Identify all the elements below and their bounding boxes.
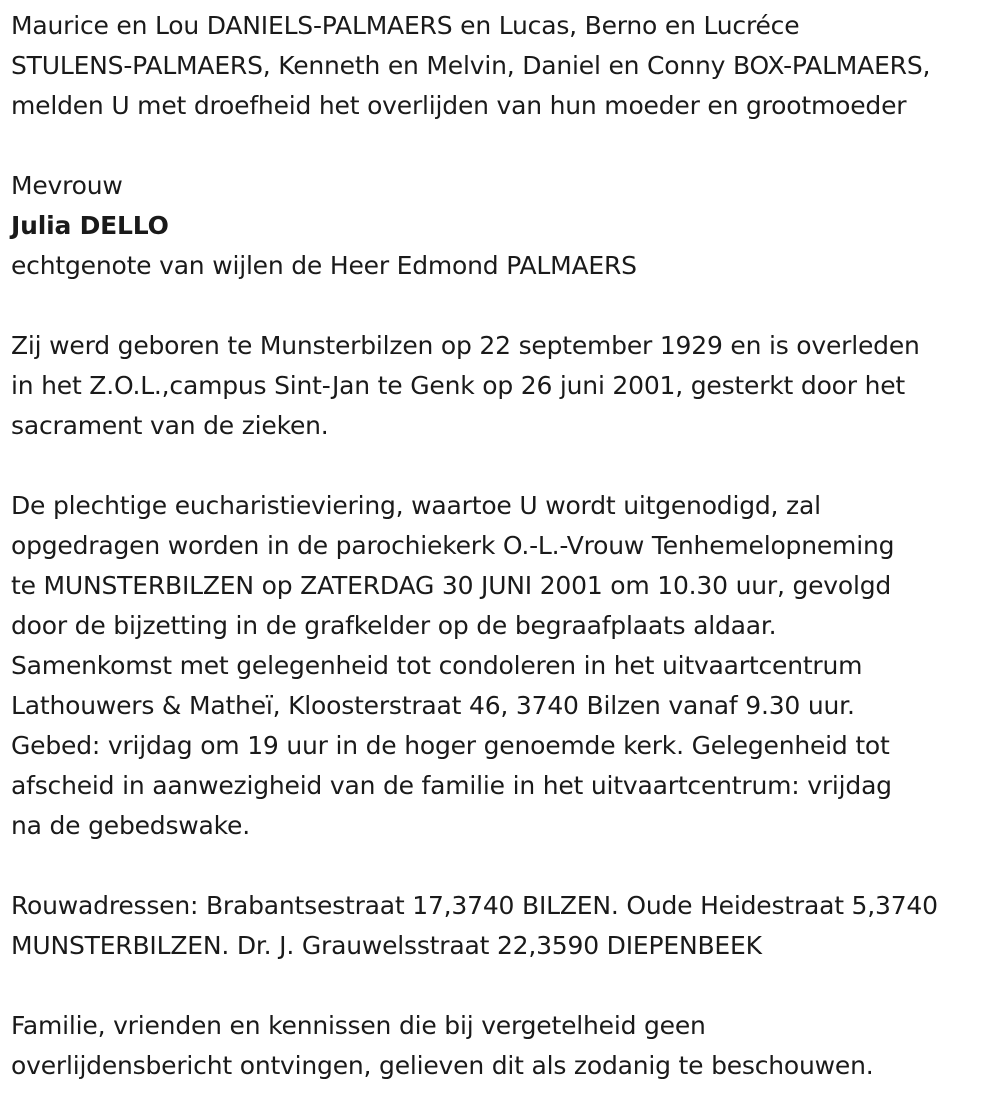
- announcers-paragraph: [11, 6, 996, 126]
- spacer: [11, 286, 996, 326]
- birth-death-line: Zij werd geboren te Munsterbilzen op 22 september 1929 en is overleden: [11, 331, 920, 360]
- addresses-paragraph: [11, 886, 996, 966]
- address-line: MUNSTERBILZEN. Dr. J. Grauwelsstraat 22,3590 DIEPENBEEK: [11, 931, 762, 960]
- spouse-line: echtgenote van wijlen de Heer Edmond PALMAERS: [11, 251, 637, 280]
- birth-death-line: in het Z.O.L.,campus Sint-Jan te Genk op 26 juni 2001, gesterkt door het: [11, 371, 906, 400]
- announcers-line: Maurice en Lou DANIELS-PALMAERS en Lucas, Berno en Lucréce: [11, 11, 800, 40]
- birth-death-line: sacrament van de zieken.: [11, 411, 329, 440]
- deceased-name: Julia DELLO: [11, 211, 169, 240]
- honorific: Mevrouw: [11, 171, 123, 200]
- spacer: [11, 966, 996, 1006]
- spacer: [11, 126, 996, 166]
- address-line: Rouwadressen: Brabantsestraat 17,3740 BILZEN. Oude Heidestraat 5,3740: [11, 891, 938, 920]
- closing-line: overlijdensbericht ontvingen, gelieven dit als zodanig te beschouwen.: [11, 1051, 874, 1080]
- ceremony-line: afscheid in aanwezigheid van de familie in het uitvaartcentrum: vrijdag: [11, 771, 892, 800]
- ceremony-paragraph: [11, 486, 996, 846]
- closing-line: Familie, vrienden en kennissen die bij vergetelheid geen: [11, 1011, 706, 1040]
- ceremony-line: door de bijzetting in de grafkelder op de begraafplaats aldaar.: [11, 611, 777, 640]
- ceremony-line: De plechtige eucharistieviering, waartoe U wordt uitgenodigd, zal: [11, 491, 821, 520]
- obituary-notice: [11, 6, 996, 1086]
- ceremony-line: Lathouwers & Matheï, Kloosterstraat 46, 3740 Bilzen vanaf 9.30 uur.: [11, 691, 855, 720]
- ceremony-line: opgedragen worden in de parochiekerk O.-L.-Vrouw Tenhemelopneming: [11, 531, 895, 560]
- birth-death-paragraph: [11, 326, 996, 446]
- spacer: [11, 846, 996, 886]
- announcers-line: melden U met droefheid het overlijden van hun moeder en grootmoeder: [11, 91, 907, 120]
- ceremony-line: Samenkomst met gelegenheid tot condoleren in het uitvaartcentrum: [11, 651, 863, 680]
- spacer: [11, 446, 996, 486]
- ceremony-line: Gebed: vrijdag om 19 uur in de hoger genoemde kerk. Gelegenheid tot: [11, 731, 890, 760]
- announcers-line: STULENS-PALMAERS, Kenneth en Melvin, Daniel en Conny BOX-PALMAERS,: [11, 51, 931, 80]
- ceremony-line: te MUNSTERBILZEN op ZATERDAG 30 JUNI 2001 om 10.30 uur, gevolgd: [11, 571, 892, 600]
- ceremony-line: na de gebedswake.: [11, 811, 250, 840]
- closing-paragraph: [11, 1006, 996, 1086]
